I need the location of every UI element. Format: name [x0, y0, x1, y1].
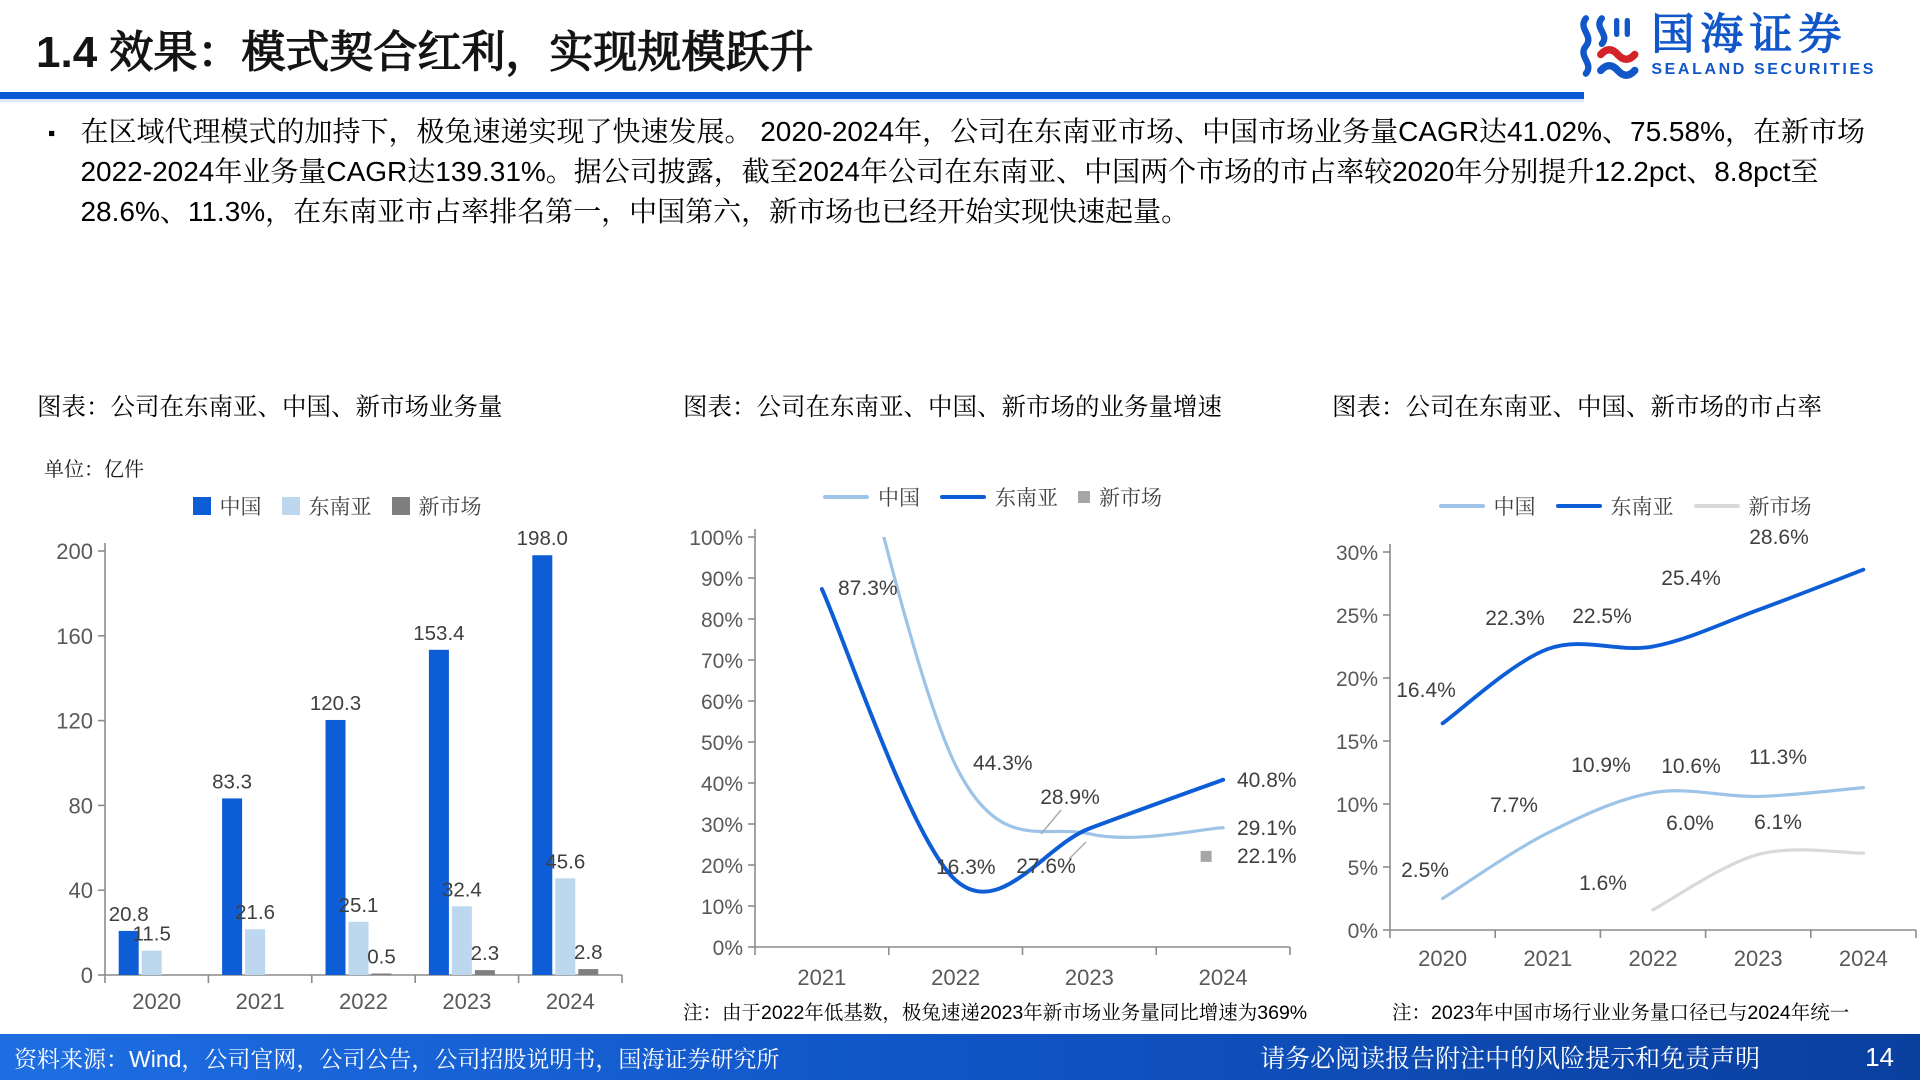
- data-label: 6.0%: [1666, 812, 1714, 835]
- line-series: [1443, 570, 1864, 724]
- footer-source: 资料来源：Wind，公司官网，公司公告，公司招股说明书，国海证券研究所: [14, 1045, 780, 1072]
- legend-label: 中国: [219, 496, 262, 519]
- bullet-icon: ▪: [48, 122, 56, 145]
- bar-chart-plot: [37, 385, 637, 1055]
- data-label: 25.1: [338, 893, 379, 917]
- data-label: 22.5%: [1572, 605, 1632, 628]
- x-tick-label: 2022: [1628, 946, 1678, 971]
- data-label: 44.3%: [973, 752, 1033, 775]
- sealand-logo-icon: [1571, 12, 1639, 80]
- bar: [429, 650, 449, 975]
- y-tick-label: 25%: [1335, 605, 1378, 628]
- data-label: 32.4: [441, 878, 482, 902]
- bar: [349, 922, 369, 975]
- x-tick-label: 2023: [442, 989, 492, 1014]
- chart-note: 注：2023年中国市场行业业务量口径已与2024年统一: [1392, 1002, 1850, 1024]
- data-label: 22.1%: [1237, 845, 1297, 868]
- x-tick-label: 2020: [132, 989, 182, 1014]
- data-label: 16.4%: [1396, 679, 1456, 702]
- data-label: 22.3%: [1485, 607, 1545, 630]
- chart-growth-rate: [680, 385, 1308, 1055]
- bar: [555, 878, 575, 975]
- footer-right-group: [1260, 1039, 1894, 1075]
- y-tick-label: 0%: [712, 937, 743, 960]
- chart-title: 图表：公司在东南亚、中国、新市场的市占率: [1332, 394, 1822, 421]
- data-label: 11.5: [132, 922, 171, 946]
- y-tick-label: 60%: [700, 691, 743, 714]
- y-tick-label: 0: [80, 963, 93, 988]
- x-tick-label: 2022: [931, 965, 981, 990]
- y-tick-label: 0%: [1347, 920, 1378, 943]
- square-marker: [1201, 851, 1212, 862]
- data-label: 83.3: [212, 770, 253, 794]
- summary-block: [44, 112, 1890, 232]
- data-label: 25.4%: [1661, 567, 1721, 590]
- data-label: 11.3%: [1749, 746, 1807, 769]
- y-tick-label: 15%: [1335, 731, 1378, 754]
- legend-label: 东南亚: [1610, 496, 1674, 519]
- bar: [142, 951, 162, 975]
- y-tick-label: 80%: [700, 609, 743, 632]
- header-divider-shadow: [0, 99, 1584, 102]
- x-tick-label: 2021: [235, 989, 285, 1014]
- legend-label: 中国: [1493, 496, 1536, 519]
- y-tick-label: 90%: [700, 568, 743, 591]
- data-label: 29.1%: [1237, 817, 1297, 840]
- data-label: 40.8%: [1237, 769, 1297, 792]
- data-label: 28.6%: [1749, 526, 1809, 549]
- data-label: 28.9%: [1040, 786, 1100, 809]
- y-tick-label: 160: [56, 623, 93, 649]
- bar: [222, 798, 242, 975]
- unit-label: 单位：亿件: [44, 459, 144, 481]
- footer-bar: [0, 1034, 1920, 1080]
- x-tick-label: 2020: [1418, 946, 1468, 971]
- legend-label: 新市场: [418, 496, 482, 519]
- data-label: 27.6%: [1016, 855, 1076, 878]
- x-tick-label: 2024: [1838, 946, 1888, 971]
- legend-label: 新市场: [1099, 487, 1162, 510]
- y-tick-label: 20%: [1335, 668, 1378, 691]
- data-label: 45.6: [545, 850, 586, 874]
- x-tick-label: 2021: [1523, 946, 1573, 971]
- data-label: 10.9%: [1571, 754, 1631, 777]
- logo-name-cn: 国海证券: [1651, 11, 1848, 60]
- data-label: 198.0: [516, 527, 568, 551]
- line-chart-plot: [680, 385, 1308, 1055]
- line-chart-plot: [1330, 385, 1920, 1055]
- legend-label: 东南亚: [995, 487, 1058, 510]
- x-tick-label: 2022: [339, 989, 388, 1014]
- y-tick-label: 50%: [700, 732, 743, 755]
- bar: [532, 555, 552, 975]
- y-tick-label: 10%: [1335, 794, 1378, 817]
- data-label: 0.5: [367, 945, 396, 969]
- chart-business-volume: [37, 385, 637, 1055]
- y-tick-label: 5%: [1347, 857, 1378, 880]
- data-label: 153.4: [413, 621, 465, 645]
- data-label: 2.3: [470, 942, 500, 966]
- axes: [1383, 544, 1916, 938]
- bar: [452, 906, 472, 975]
- y-tick-label: 120: [56, 708, 93, 734]
- data-label: 2.8: [574, 941, 603, 965]
- y-tick-label: 40: [68, 878, 93, 904]
- data-label: 21.6: [235, 901, 276, 925]
- x-tick-label: 2021: [797, 965, 847, 990]
- bar: [245, 929, 265, 975]
- bar: [372, 974, 392, 976]
- page-number: 14: [1865, 1041, 1894, 1072]
- data-label: 6.1%: [1754, 811, 1802, 834]
- legend-label: 中国: [878, 487, 920, 510]
- y-tick-label: 70%: [700, 650, 743, 673]
- y-tick-label: 10%: [700, 896, 743, 919]
- footer-disclaimer: 请务必阅读报告附注中的风险提示和免责声明: [1260, 1045, 1761, 1073]
- y-tick-label: 200: [56, 539, 93, 564]
- data-label: 2.5%: [1401, 859, 1449, 882]
- y-tick-label: 40%: [700, 773, 743, 796]
- axes: [748, 529, 1290, 955]
- header-divider: [0, 92, 1584, 99]
- bar: [578, 969, 598, 975]
- page-title: 1.4 效果：模式契合红利，实现规模跃升: [36, 28, 814, 77]
- data-label: 20.8: [108, 902, 149, 926]
- bar: [326, 720, 346, 975]
- chart-note: 注：由于2022年低基数，极兔速递2023年新市场业务量同比增速为369%: [683, 1002, 1308, 1024]
- data-label: 87.3%: [838, 577, 898, 600]
- line-series: [1653, 850, 1863, 910]
- line-series: [822, 589, 1223, 892]
- data-label: 16.3%: [936, 856, 996, 879]
- chart-title: 图表：公司在东南亚、中国、新市场业务量: [37, 394, 503, 421]
- data-label: 10.6%: [1661, 755, 1721, 778]
- bar-series: [119, 555, 553, 975]
- logo-text: [1651, 13, 1876, 78]
- legend-label: 东南亚: [308, 496, 372, 519]
- x-tick-label: 2023: [1733, 946, 1783, 971]
- data-label: 7.7%: [1490, 794, 1538, 817]
- y-tick-label: 30%: [1335, 542, 1378, 565]
- chart-market-share: [1330, 385, 1920, 1055]
- x-tick-label: 2024: [545, 989, 595, 1014]
- data-label: 120.3: [309, 691, 362, 715]
- y-tick-label: 30%: [700, 814, 743, 837]
- x-tick-label: 2024: [1198, 965, 1248, 990]
- chart-title: 图表：公司在东南亚、中国、新市场的业务量增速: [683, 394, 1222, 421]
- company-logo: [1571, 12, 1876, 80]
- y-tick-label: 100%: [689, 527, 743, 550]
- logo-name-en: SEALAND SECURITIES: [1651, 60, 1876, 78]
- y-tick-label: 80: [68, 793, 93, 819]
- summary-paragraph: 在区域代理模式的加持下，极兔速递实现了快速发展。 2020-2024年，公司在东南亚市场、中国市场业务量CAGR达41.02%、75.58%，在新市场2022-2024年业务量CAGR达139.31%。据公司披露，截至2024年公司在东南亚、中国两个市场的市占率较2020年分别提升12.2pct、8.8pct至28.6%、11.3%，在东南亚市占率排名第一，中国第六，新市场也已经开始实现快速起量。: [80, 116, 1865, 228]
- bar: [475, 970, 495, 975]
- x-tick-label: 2023: [1064, 965, 1114, 990]
- y-tick-label: 20%: [700, 855, 743, 878]
- data-label: 1.6%: [1579, 872, 1627, 895]
- legend-label: 新市场: [1748, 496, 1812, 519]
